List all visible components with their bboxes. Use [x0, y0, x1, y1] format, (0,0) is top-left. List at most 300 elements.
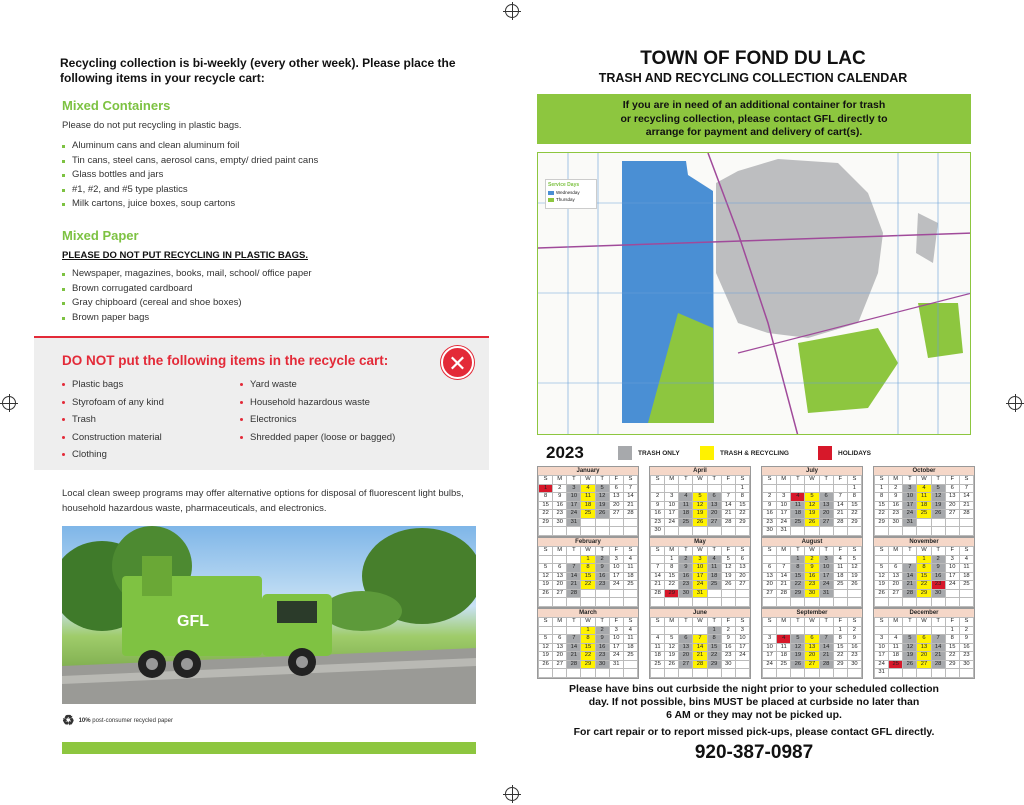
month-title: March — [538, 609, 638, 617]
day-cell: 31 — [609, 660, 623, 669]
day-cell: 7 — [931, 635, 945, 644]
day-cell: 31 — [567, 518, 581, 527]
day-cell: 17 — [609, 572, 623, 581]
day-cell: 3 — [567, 484, 581, 493]
day-cell — [567, 669, 581, 678]
day-cell — [581, 527, 595, 536]
day-cell: 6 — [735, 555, 749, 564]
day-cell — [553, 527, 567, 536]
day-cell: 17 — [875, 652, 889, 661]
day-cell: 16 — [805, 572, 819, 581]
day-cell: 3 — [903, 484, 917, 493]
month-title: November — [874, 538, 974, 546]
day-cell: 11 — [833, 564, 847, 573]
day-cell: 18 — [651, 652, 665, 661]
day-cell — [833, 669, 847, 678]
day-cell: 27 — [805, 660, 819, 669]
day-cell — [721, 669, 735, 678]
day-cell: 10 — [945, 564, 959, 573]
day-cell: 18 — [833, 572, 847, 581]
day-cell: 10 — [777, 501, 791, 510]
day-cell: 6 — [945, 484, 959, 493]
day-cell: 20 — [763, 581, 777, 590]
day-cell — [903, 555, 917, 564]
day-cell — [763, 669, 777, 678]
day-cell: 26 — [791, 660, 805, 669]
weekday-label: T — [791, 618, 805, 627]
day-cell — [791, 669, 805, 678]
day-cell — [623, 660, 637, 669]
day-cell: 26 — [931, 510, 945, 519]
day-cell: 1 — [665, 555, 679, 564]
day-cell: 10 — [609, 635, 623, 644]
legend-holidays: HOLIDAYS — [818, 446, 871, 460]
day-cell: 11 — [917, 493, 931, 502]
day-cell — [889, 626, 903, 635]
day-cell: 21 — [833, 510, 847, 519]
day-cell: 9 — [595, 635, 609, 644]
day-cell — [651, 598, 665, 607]
day-cell: 16 — [595, 572, 609, 581]
day-cell: 21 — [819, 652, 833, 661]
day-cell: 11 — [959, 564, 973, 573]
weekday-label: M — [777, 618, 791, 627]
weekday-label: W — [693, 547, 707, 556]
day-cell: 30 — [889, 518, 903, 527]
day-cell: 24 — [693, 581, 707, 590]
day-cell — [889, 598, 903, 607]
day-cell — [931, 527, 945, 536]
day-cell: 25 — [623, 581, 637, 590]
day-cell: 28 — [903, 589, 917, 598]
day-cell: 6 — [889, 564, 903, 573]
day-cell — [847, 527, 861, 536]
day-cell — [889, 555, 903, 564]
footer-green-bar — [62, 742, 476, 754]
day-cell: 17 — [693, 572, 707, 581]
weekday-label: S — [847, 476, 861, 485]
day-cell: 12 — [791, 643, 805, 652]
day-cell: 2 — [847, 626, 861, 635]
day-cell — [651, 484, 665, 493]
month-title: October — [874, 467, 974, 475]
day-cell — [665, 669, 679, 678]
month-april — [649, 466, 751, 537]
clean-sweep-text: Local clean sweep programs may offer alternative options for disposal of fluorescent light bulbs, household hazardous waste, pharmaceuticals, and electronics. — [62, 488, 464, 514]
day-cell — [567, 598, 581, 607]
day-cell: 23 — [595, 581, 609, 590]
day-cell: 18 — [623, 643, 637, 652]
day-cell: 8 — [581, 635, 595, 644]
day-cell — [539, 555, 553, 564]
month-december — [873, 608, 975, 679]
day-cell: 12 — [539, 643, 553, 652]
day-cell: 27 — [707, 518, 721, 527]
day-cell: 25 — [651, 660, 665, 669]
day-cell: 11 — [791, 501, 805, 510]
day-cell: 1 — [945, 626, 959, 635]
day-cell: 20 — [945, 501, 959, 510]
day-cell: 15 — [791, 572, 805, 581]
day-cell — [539, 598, 553, 607]
day-cell — [735, 669, 749, 678]
weekday-label: S — [959, 618, 973, 627]
day-cell: 25 — [707, 581, 721, 590]
day-cell: 7 — [623, 484, 637, 493]
day-cell: 27 — [735, 581, 749, 590]
day-cell: 23 — [959, 652, 973, 661]
day-cell: 12 — [875, 572, 889, 581]
do-not-heading: DO NOT put the following items in the recycle cart: — [62, 353, 389, 368]
list-item: Trash — [62, 411, 164, 429]
day-cell: 24 — [609, 581, 623, 590]
day-cell: 1 — [581, 626, 595, 635]
day-cell: 4 — [651, 635, 665, 644]
day-cell: 16 — [889, 501, 903, 510]
day-cell: 2 — [889, 484, 903, 493]
weekday-label: M — [889, 618, 903, 627]
weekday-label: T — [931, 547, 945, 556]
month-title: December — [874, 609, 974, 617]
weekday-label: W — [805, 476, 819, 485]
service-day-map — [537, 152, 971, 435]
weekday-label: M — [889, 547, 903, 556]
weekday-label: S — [959, 476, 973, 485]
day-cell: 12 — [903, 643, 917, 652]
day-cell: 4 — [623, 555, 637, 564]
weekday-label: T — [679, 618, 693, 627]
weekday-label: S — [539, 476, 553, 485]
day-cell: 30 — [651, 527, 665, 536]
month-october — [873, 466, 975, 537]
day-cell: 15 — [875, 501, 889, 510]
day-cell: 29 — [945, 660, 959, 669]
day-cell: 26 — [665, 660, 679, 669]
day-cell: 13 — [917, 643, 931, 652]
day-cell — [609, 527, 623, 536]
day-cell — [553, 669, 567, 678]
day-cell: 15 — [581, 572, 595, 581]
day-cell — [763, 555, 777, 564]
day-cell: 25 — [777, 660, 791, 669]
day-cell: 7 — [567, 564, 581, 573]
day-cell: 13 — [553, 572, 567, 581]
day-cell — [791, 626, 805, 635]
do-not-list-right — [240, 376, 395, 446]
day-cell: 9 — [959, 635, 973, 644]
day-cell: 29 — [707, 660, 721, 669]
day-cell — [707, 669, 721, 678]
registration-mark — [1008, 396, 1022, 410]
day-cell — [581, 518, 595, 527]
day-cell: 5 — [721, 555, 735, 564]
weekday-label: S — [763, 547, 777, 556]
day-cell: 15 — [833, 643, 847, 652]
weekday-label: S — [959, 547, 973, 556]
day-cell: 17 — [819, 572, 833, 581]
day-cell: 10 — [875, 643, 889, 652]
day-cell: 13 — [819, 501, 833, 510]
weekday-label: F — [721, 476, 735, 485]
weekday-label: S — [763, 618, 777, 627]
day-cell: 16 — [651, 510, 665, 519]
day-cell: 1 — [791, 555, 805, 564]
day-cell: 13 — [707, 501, 721, 510]
day-cell — [693, 598, 707, 607]
day-cell — [609, 589, 623, 598]
day-cell — [805, 484, 819, 493]
day-cell: 26 — [875, 589, 889, 598]
day-cell — [581, 669, 595, 678]
day-cell: 23 — [595, 652, 609, 661]
day-cell: 12 — [847, 564, 861, 573]
day-cell — [721, 527, 735, 536]
day-cell — [791, 598, 805, 607]
day-cell: 30 — [553, 518, 567, 527]
day-cell: 13 — [609, 493, 623, 502]
day-cell: 16 — [721, 643, 735, 652]
weekday-label: W — [581, 547, 595, 556]
day-cell: 20 — [735, 572, 749, 581]
weekday-label: S — [623, 618, 637, 627]
day-cell: 31 — [819, 589, 833, 598]
day-cell: 27 — [553, 660, 567, 669]
day-cell: 30 — [679, 589, 693, 598]
list-item: Brown paper bags — [62, 311, 312, 326]
registration-mark — [505, 787, 519, 801]
month-title: August — [762, 538, 862, 546]
day-cell — [735, 527, 749, 536]
day-cell — [707, 589, 721, 598]
day-cell — [553, 626, 567, 635]
day-cell: 27 — [917, 660, 931, 669]
day-cell: 22 — [945, 652, 959, 661]
day-cell: 19 — [931, 501, 945, 510]
day-cell: 22 — [539, 510, 553, 519]
day-cell: 16 — [553, 501, 567, 510]
mixed-paper-note: PLEASE DO NOT PUT RECYCLING IN PLASTIC BAGS. — [62, 250, 308, 261]
day-cell: 13 — [945, 493, 959, 502]
day-cell: 5 — [539, 564, 553, 573]
weekday-label: F — [833, 618, 847, 627]
day-cell — [665, 527, 679, 536]
day-cell — [945, 669, 959, 678]
day-cell: 20 — [889, 581, 903, 590]
day-cell: 22 — [665, 581, 679, 590]
day-cell — [735, 589, 749, 598]
day-cell: 4 — [959, 555, 973, 564]
day-cell: 2 — [721, 626, 735, 635]
day-cell: 15 — [581, 643, 595, 652]
day-cell: 4 — [791, 493, 805, 502]
day-cell: 13 — [889, 572, 903, 581]
truck-logo-text: GFL — [177, 613, 209, 630]
month-july — [761, 466, 863, 537]
day-cell: 5 — [805, 493, 819, 502]
day-cell — [609, 598, 623, 607]
day-cell — [791, 484, 805, 493]
day-cell: 25 — [791, 518, 805, 527]
day-cell: 27 — [553, 589, 567, 598]
day-cell — [917, 518, 931, 527]
day-cell: 22 — [875, 510, 889, 519]
weekday-label: M — [889, 476, 903, 485]
day-cell: 11 — [581, 493, 595, 502]
day-cell: 8 — [707, 635, 721, 644]
list-item: Brown corrugated cardboard — [62, 282, 312, 297]
list-item: Construction material — [62, 429, 164, 447]
day-cell: 26 — [539, 589, 553, 598]
day-cell: 25 — [581, 510, 595, 519]
weekday-label: S — [651, 476, 665, 485]
day-cell — [763, 598, 777, 607]
weekday-label: F — [609, 547, 623, 556]
curbside-note: Please have bins out curbside the night prior to your scheduled collection day. If not possible, bins MUST be placed at curbside no later than 6 AM or they may not be picked up. — [569, 683, 939, 721]
day-cell: 27 — [609, 510, 623, 519]
day-cell: 21 — [567, 652, 581, 661]
day-cell: 3 — [945, 555, 959, 564]
weekday-label: W — [805, 547, 819, 556]
day-cell: 21 — [721, 510, 735, 519]
day-cell: 8 — [539, 493, 553, 502]
page-subtitle: TRASH AND RECYCLING COLLECTION CALENDAR — [598, 71, 908, 85]
intro-text: Recycling collection is bi-weekly (every other week). Please place the following items in your recycle cart: — [60, 56, 456, 85]
day-cell: 7 — [903, 564, 917, 573]
weekday-label: S — [651, 547, 665, 556]
day-cell: 13 — [805, 643, 819, 652]
day-cell: 27 — [819, 518, 833, 527]
day-cell: 18 — [959, 572, 973, 581]
day-cell: 11 — [889, 643, 903, 652]
weekday-label: F — [609, 618, 623, 627]
day-cell: 4 — [777, 635, 791, 644]
day-cell: 24 — [567, 510, 581, 519]
day-cell: 15 — [917, 572, 931, 581]
day-cell — [693, 626, 707, 635]
day-cell: 10 — [819, 564, 833, 573]
month-september — [761, 608, 863, 679]
day-cell: 20 — [553, 581, 567, 590]
day-cell — [903, 669, 917, 678]
day-cell — [833, 589, 847, 598]
day-cell: 29 — [665, 589, 679, 598]
day-cell: 21 — [931, 652, 945, 661]
day-cell: 29 — [917, 589, 931, 598]
day-cell: 3 — [735, 626, 749, 635]
month-title: July — [762, 467, 862, 475]
day-cell: 24 — [777, 518, 791, 527]
day-cell: 6 — [819, 493, 833, 502]
list-item: Plastic bags — [62, 376, 164, 394]
weekday-label: T — [903, 618, 917, 627]
day-cell: 19 — [805, 510, 819, 519]
day-cell — [903, 626, 917, 635]
day-cell: 4 — [581, 484, 595, 493]
month-june — [649, 608, 751, 679]
day-cell — [763, 484, 777, 493]
day-cell — [777, 598, 791, 607]
day-cell: 19 — [791, 652, 805, 661]
day-cell — [623, 518, 637, 527]
weekday-label: M — [777, 547, 791, 556]
day-cell: 28 — [567, 589, 581, 598]
day-cell — [931, 598, 945, 607]
weekday-label: T — [567, 547, 581, 556]
mixed-containers-note: Please do not put recycling in plastic bags. — [62, 120, 242, 131]
day-cell: 28 — [777, 589, 791, 598]
day-cell — [665, 598, 679, 607]
weekday-label: W — [917, 476, 931, 485]
list-item: Glass bottles and jars — [62, 168, 318, 183]
registration-mark — [505, 4, 519, 18]
weekday-label: S — [875, 476, 889, 485]
day-cell: 23 — [847, 652, 861, 661]
day-cell: 30 — [721, 660, 735, 669]
day-cell — [539, 669, 553, 678]
weekday-label: F — [721, 547, 735, 556]
weekday-label: T — [791, 476, 805, 485]
weekday-label: M — [777, 476, 791, 485]
day-cell — [917, 669, 931, 678]
day-cell: 18 — [777, 652, 791, 661]
day-cell: 16 — [931, 572, 945, 581]
day-cell: 21 — [623, 501, 637, 510]
weekday-label: F — [833, 547, 847, 556]
month-title: April — [650, 467, 750, 475]
day-cell: 6 — [553, 635, 567, 644]
day-cell: 19 — [847, 572, 861, 581]
weekday-label: F — [609, 476, 623, 485]
day-cell — [805, 598, 819, 607]
weekday-label: T — [567, 618, 581, 627]
day-cell: 19 — [665, 652, 679, 661]
day-cell: 18 — [889, 652, 903, 661]
day-cell: 11 — [679, 501, 693, 510]
month-august — [761, 537, 863, 608]
day-cell — [805, 669, 819, 678]
weekday-label: T — [567, 476, 581, 485]
day-cell: 6 — [805, 635, 819, 644]
day-cell — [903, 527, 917, 536]
day-cell: 9 — [651, 501, 665, 510]
day-cell: 12 — [805, 501, 819, 510]
day-cell: 17 — [567, 501, 581, 510]
day-cell — [889, 527, 903, 536]
day-cell: 1 — [539, 484, 553, 493]
day-cell: 2 — [553, 484, 567, 493]
day-cell — [819, 484, 833, 493]
day-cell: 7 — [833, 493, 847, 502]
list-item: Clothing — [62, 446, 164, 464]
weekday-label: S — [539, 618, 553, 627]
day-cell: 25 — [679, 518, 693, 527]
day-cell: 9 — [721, 635, 735, 644]
day-cell: 22 — [917, 581, 931, 590]
weekday-label: T — [819, 547, 833, 556]
weekday-label: F — [945, 547, 959, 556]
day-cell: 18 — [917, 501, 931, 510]
day-cell: 28 — [567, 660, 581, 669]
day-cell: 12 — [595, 493, 609, 502]
day-cell: 13 — [553, 643, 567, 652]
day-cell: 3 — [609, 626, 623, 635]
day-cell: 6 — [917, 635, 931, 644]
day-cell: 26 — [693, 518, 707, 527]
day-cell: 11 — [777, 643, 791, 652]
day-cell: 28 — [721, 518, 735, 527]
day-cell: 5 — [791, 635, 805, 644]
day-cell — [805, 527, 819, 536]
